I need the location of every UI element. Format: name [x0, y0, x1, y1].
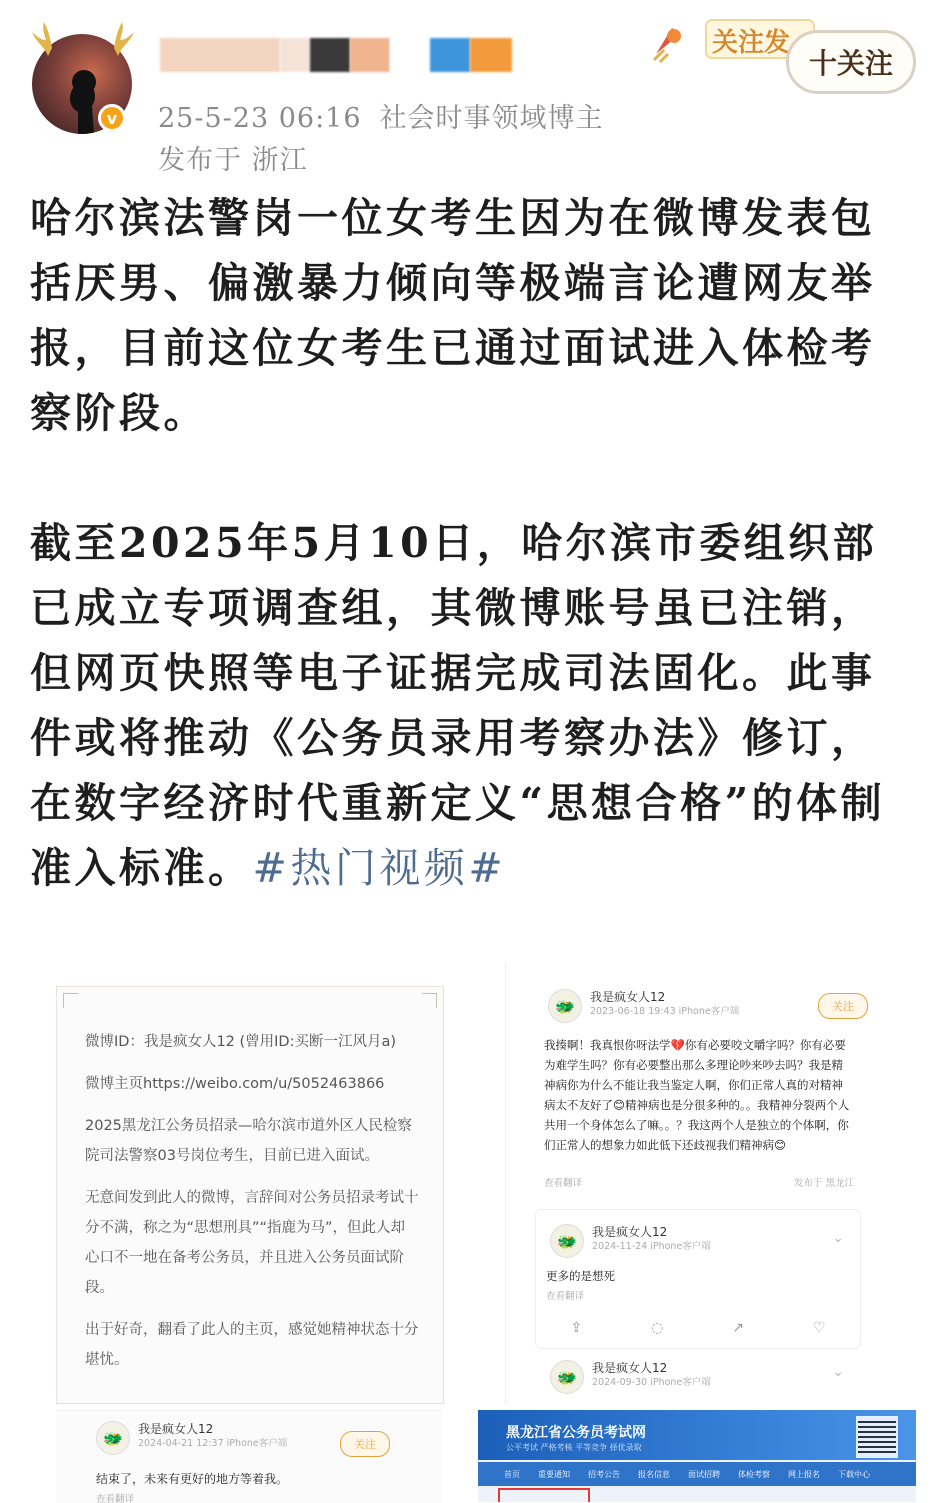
note-observation: 出于好奇，翻看了此人的主页，感觉她精神状态十分堪忧。	[85, 1322, 419, 1368]
gov-site-nav	[478, 1462, 916, 1486]
gov-site-banner	[478, 1410, 916, 1460]
qr-code-icon	[856, 1416, 898, 1458]
weibo-time: 2024-04-21 12:37 iPhone客户端	[138, 1438, 288, 1449]
post-paragraph-1: 哈尔滨法警岗一位女考生因为在微博发表包括厌男、偏激暴力倾向等极端言论遭网友举报，目前这位女考生已通过面试进入体检考察阶段。	[30, 194, 876, 437]
image-divider	[505, 963, 506, 1403]
highlight-box	[498, 1488, 590, 1502]
gov-site-subtitle: 公平考试 严格考核 平等竞争 择优录取	[506, 1443, 642, 1452]
weibo-post-text: 我揍啊！我真恨你呀法学💔你有必要咬文嚼字吗？你有必要为难学生吗？你有必要整出那么多理论吵来吵去吗？我是精神病你为什么不能让我当鉴定人啊，你们正常人真的对精神病太不友好了😊精神病也是分很多种的。。我精神分裂两个人共用一个身体怎么了嘛。。？我这两个人是独立的个体啊，你们正常人的想象力如此低下还歧视我们精神病😊	[544, 1038, 850, 1152]
author-role: 社会时事领域博主	[379, 103, 604, 134]
gov-nav-item: 体检考察	[738, 1469, 770, 1479]
gov-nav-item: 面试招聘	[688, 1469, 720, 1479]
frame-corner	[63, 993, 78, 1008]
weibo-avatar-icon: 🐲	[96, 1421, 130, 1455]
gov-site-title: 黑龙江省公务员考试网	[506, 1425, 646, 1441]
weibo-translate-link: 查看翻译	[96, 1494, 135, 1503]
gov-nav-item: 重要通知	[538, 1469, 570, 1479]
weibo-post-text: 更多的是想死	[546, 1269, 615, 1283]
evidence-screenshot-note[interactable]	[56, 986, 444, 1404]
weibo-time: 2023-06-18 19:43 iPhone客户端	[590, 1006, 740, 1017]
weibo-username: 我是疯女人12	[138, 1422, 214, 1436]
post-paragraph-2-text: 截至2025年5月10日，哈尔滨市委组织部已成立专项调查组，其微博账号虽已注销，但网页快照等电子证据完成司法固化。此事件或将推动《公务员录用考察办法》修订，在数字经济时代重新定义“思想合格”的体制准入标准。	[30, 519, 886, 892]
post-location: 发布于 浙江	[158, 145, 308, 176]
follow-button-label: 十关注	[808, 47, 893, 80]
gov-nav-item: 下载中心	[838, 1469, 870, 1479]
hashtag-link[interactable]: #热门视频#	[252, 844, 507, 892]
evidence-screenshot-weibo-2[interactable]	[536, 1210, 860, 1348]
post-body	[30, 186, 910, 901]
chevron-down-icon: ⌄	[832, 1364, 844, 1380]
evidence-screenshot-weibo-4[interactable]	[56, 1410, 442, 1503]
gov-nav-item: 招考公告	[588, 1469, 620, 1479]
username-redacted[interactable]	[160, 38, 512, 72]
weibo-username: 我是疯女人12	[592, 1225, 668, 1239]
follow-button[interactable]	[786, 30, 916, 94]
weibo-translate-link: 查看翻译	[546, 1291, 585, 1302]
post-meta	[158, 96, 604, 135]
evidence-screenshot-weibo-3[interactable]	[536, 1352, 860, 1402]
gov-nav-item: 网上报名	[788, 1469, 820, 1479]
weibo-location: 发布于 黑龙江	[793, 1178, 854, 1189]
repost-icon: ↗	[732, 1320, 745, 1336]
comment-icon: ◌	[651, 1320, 664, 1336]
weibo-action-bar	[536, 1320, 860, 1336]
weibo-time: 2024-09-30 iPhone客户端	[592, 1377, 711, 1388]
weibo-follow-button: 关注	[340, 1431, 390, 1457]
follow-decoration-label: 关注发	[712, 28, 791, 58]
share-icon: ⇪	[570, 1320, 583, 1336]
verified-badge-icon: v	[98, 104, 126, 132]
frame-corner	[422, 993, 437, 1008]
weibo-time: 2024-11-24 iPhone客户端	[592, 1241, 711, 1252]
like-icon: ♡	[812, 1320, 826, 1336]
evidence-screenshot-gov-site[interactable]	[478, 1410, 916, 1502]
weibo-username: 我是疯女人12	[592, 1361, 668, 1375]
weibo-follow-button: 关注	[818, 993, 868, 1019]
evidence-screenshot-weibo-1[interactable]	[534, 975, 884, 1203]
post-timestamp: 25-5-23 06:16	[158, 103, 362, 134]
note-discovery: 无意间发到此人的微博，言辞间对公务员招录考试十分不满，称之为“思想刑具”“指鹿为马”，但此人却心口不一地在备考公务员，并且进入公务员面试阶段。	[85, 1190, 419, 1296]
note-homepage: 微博主页https://weibo.com/u/5052463866	[85, 1076, 385, 1092]
weibo-username: 我是疯女人12	[590, 990, 666, 1004]
note-exam-info: 2025黑龙江公务员招录—哈尔滨市道外区人民检察院司法警察03号岗位考生，目前已进入面试。	[85, 1118, 412, 1164]
chevron-down-icon: ⌄	[832, 1230, 844, 1246]
weibo-post-text: 结束了，未来有更好的地方等着我。	[96, 1472, 289, 1486]
weibo-avatar-icon: 🐲	[550, 1224, 584, 1258]
weibo-avatar-icon: 🐲	[548, 989, 582, 1023]
gov-nav-item: 报名信息	[638, 1469, 670, 1479]
weibo-translate-link: 查看翻译	[544, 1178, 583, 1189]
gov-nav-item: 首页	[504, 1469, 520, 1479]
weibo-avatar-icon: 🐲	[550, 1360, 584, 1394]
dragon-antler-decoration	[28, 18, 138, 58]
post-paragraph-2	[30, 511, 910, 901]
note-weibo-id: 微博ID：我是疯女人12 (曾用ID:买断一江风月a)	[85, 1034, 397, 1050]
